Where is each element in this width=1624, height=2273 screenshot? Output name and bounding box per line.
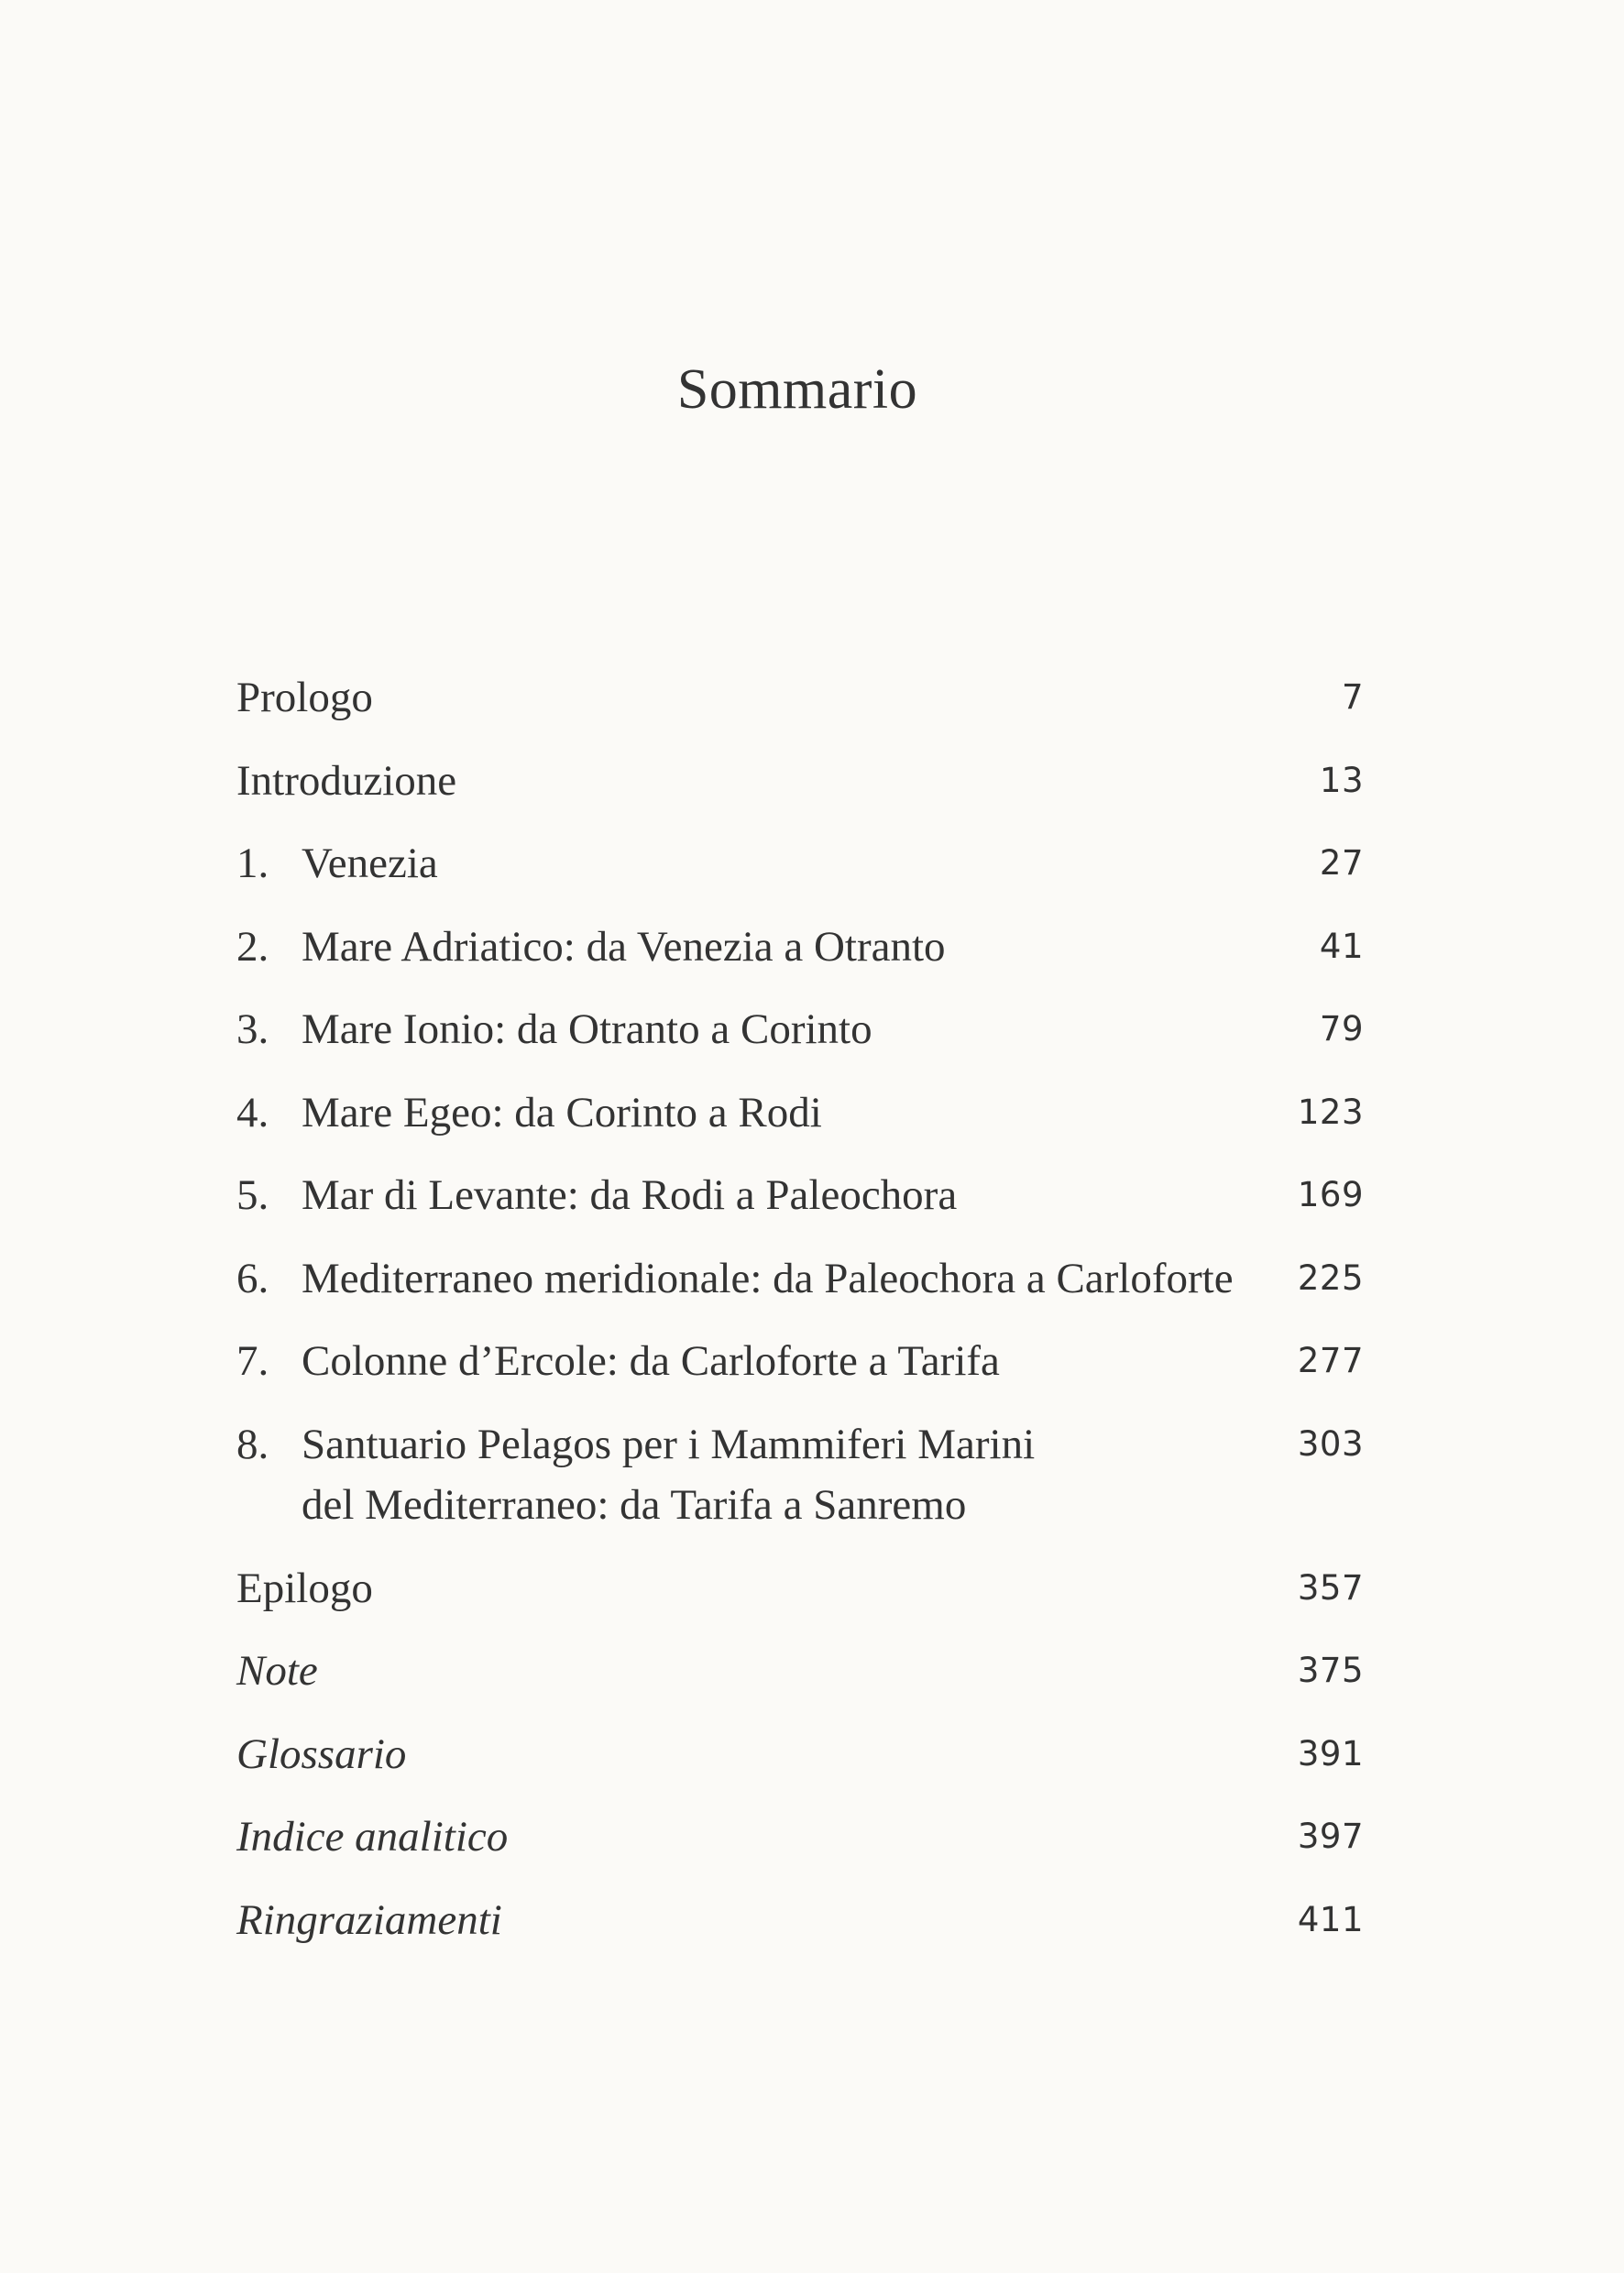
toc-entry-chapter-2[interactable] <box>236 917 1364 1000</box>
toc-entry-prologo[interactable] <box>236 667 1364 751</box>
toc-page-number: 169 <box>1297 1175 1364 1214</box>
toc-page-number: 375 <box>1297 1651 1364 1690</box>
toc-page-number: 411 <box>1297 1899 1364 1939</box>
toc-entry-label: 3. Mare Ionio: da Otranto a Corinto <box>236 999 1263 1060</box>
toc-entry-chapter-8[interactable] <box>236 1414 1364 1558</box>
toc-entry-label: Introduzione <box>236 756 457 805</box>
chapter-number: 6. <box>236 1254 269 1302</box>
toc-entry-epilogo[interactable] <box>236 1558 1364 1642</box>
toc-entry-label: 7. Colonne d’Ercole: da Carloforte a Tarifa <box>236 1331 1263 1391</box>
toc-entry-label: Epilogo <box>236 1564 373 1612</box>
toc-page-number: 397 <box>1297 1817 1364 1856</box>
toc-entry-indice-analitico[interactable] <box>236 1806 1364 1890</box>
toc-page-number: 123 <box>1297 1092 1364 1132</box>
toc-entry-chapter-5[interactable] <box>236 1165 1364 1248</box>
toc-page-number: 79 <box>1319 1009 1364 1049</box>
toc-page-number: 225 <box>1297 1257 1364 1298</box>
toc-entry-label: Prologo <box>236 674 373 721</box>
toc-entry-ringraziamenti[interactable] <box>236 1890 1364 1973</box>
toc-page-number: 27 <box>1319 843 1364 883</box>
toc-entry-label: 2. Mare Adriatico: da Venezia a Otranto <box>236 917 1263 977</box>
chapter-number: 5. <box>236 1171 269 1219</box>
toc-entry-label: Glossario <box>236 1729 407 1778</box>
toc-page-number: 357 <box>1297 1567 1364 1608</box>
toc-entry-label: Ringraziamenti <box>236 1895 502 1944</box>
toc-entry-introduzione[interactable] <box>236 751 1364 834</box>
toc-entry-label: 4. Mare Egeo: da Corinto a Rodi <box>236 1082 1263 1143</box>
toc-entry-note[interactable] <box>236 1641 1364 1724</box>
table-of-contents <box>236 667 1364 1972</box>
toc-entry-label: 6. Mediterraneo meridionale: da Paleochora a Carloforte <box>236 1248 1263 1309</box>
chapter-number: 7. <box>236 1337 269 1385</box>
chapter-number: 3. <box>236 1005 269 1053</box>
chapter-number: 1. <box>236 840 269 887</box>
toc-entry-chapter-6[interactable] <box>236 1248 1364 1332</box>
chapter-number: 2. <box>236 922 269 971</box>
toc-entry-chapter-7[interactable] <box>236 1331 1364 1414</box>
toc-page-number: 13 <box>1319 760 1364 800</box>
toc-entry-chapter-1[interactable] <box>236 833 1364 917</box>
toc-entry-label <box>236 1414 1263 1535</box>
toc-entry-label: Note <box>236 1647 318 1695</box>
toc-entry-label: 1. Venezia <box>236 833 1263 894</box>
toc-entry-label: Indice analitico <box>236 1813 509 1861</box>
toc-entry-label: 5. Mar di Levante: da Rodi a Paleochora <box>236 1165 1263 1225</box>
toc-entry-chapter-4[interactable] <box>236 1082 1364 1166</box>
toc-page-number: 391 <box>1297 1733 1364 1773</box>
toc-entry-glossario[interactable] <box>236 1724 1364 1807</box>
toc-entry-chapter-3[interactable] <box>236 999 1364 1082</box>
chapter-number: 4. <box>236 1088 269 1136</box>
toc-page-number: 277 <box>1297 1341 1364 1380</box>
toc-entry-label-line-2: del Mediterraneo: da Tarifa a Sanremo <box>302 1480 967 1529</box>
chapter-number: 8. <box>236 1420 269 1468</box>
page-title: Sommario <box>676 357 918 421</box>
toc-page-number: 7 <box>1341 677 1364 717</box>
toc-page-number: 41 <box>1319 926 1364 966</box>
toc-entry-label-line-1: Santuario Pelagos per i Mammiferi Marini <box>302 1420 1036 1468</box>
toc-page-number: 303 <box>1297 1423 1364 1464</box>
